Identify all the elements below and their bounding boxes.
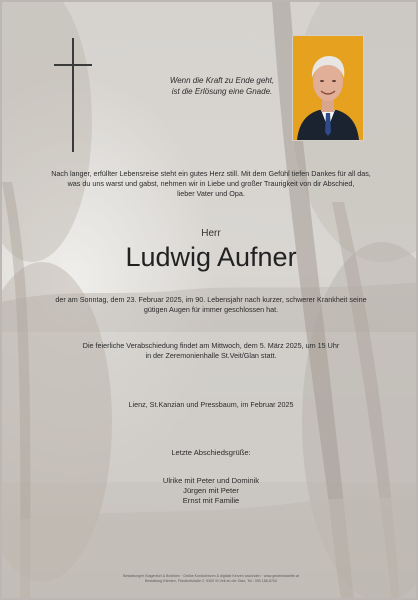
footer-line: Bestattungen Klagenfurt & Bezirken · Online Kondolenzen & digitale Kerzen anzünden · www.gedenkstaette.at <box>123 574 299 578</box>
ceremony-notice <box>32 341 390 361</box>
intro-text <box>26 169 396 199</box>
mourner: Ernst mit Familie <box>182 496 240 505</box>
death-notice <box>32 295 390 315</box>
ceremony-line: Die feierliche Verabschiedung findet am Mittwoch, dem 5. März 2025, um 15 Uhr <box>82 341 340 350</box>
death-notice-line: der am Sonntag, dem 23. Februar 2025, im 90. Lebensjahr nach kurzer, schwerer Krankheit seine <box>55 295 367 304</box>
mourner: Ulrike mit Peter und Dominik <box>162 476 260 485</box>
quote-line: Wenn die Kraft zu Ende geht, <box>169 76 275 85</box>
intro-line: Nach langer, erfüllter Lebensreise steht ein gutes Herz still. Mit dem Gefühl tiefen Dankes für all das, <box>51 169 371 178</box>
honorific: Herr <box>201 228 221 239</box>
ceremony-line: in der Zeremonienhalle St.Veit/Glan statt. <box>145 351 277 360</box>
intro-line: lieber Vater und Opa. <box>177 189 245 198</box>
intro-line: was du uns warst und gabst, nehmen wir in Liebe und großer Traurigkeit von dir Abschied, <box>67 179 355 188</box>
place-date: Lienz, St.Kanzian und Pressbaum, im Februar 2025 <box>128 400 294 409</box>
footer-line: Bestattung Kärnten, Friedhofstraße 2, 9300 St.Veit an der Glan, Tel.: 050 186-6700 <box>145 579 277 583</box>
cross-icon <box>54 38 92 152</box>
quote-line: ist die Erlösung eine Gnade. <box>171 87 273 96</box>
deceased-name: Ludwig Aufner <box>125 242 297 272</box>
footer-imprint <box>62 574 360 584</box>
mourner: Jürgen mit Peter <box>183 486 239 495</box>
death-notice-line: gütigen Augen für immer geschlossen hat. <box>143 305 279 314</box>
mourners-list <box>2 476 418 506</box>
farewell-title: Letzte Abschiedsgrüße: <box>171 448 251 457</box>
portrait-photo <box>292 35 364 141</box>
